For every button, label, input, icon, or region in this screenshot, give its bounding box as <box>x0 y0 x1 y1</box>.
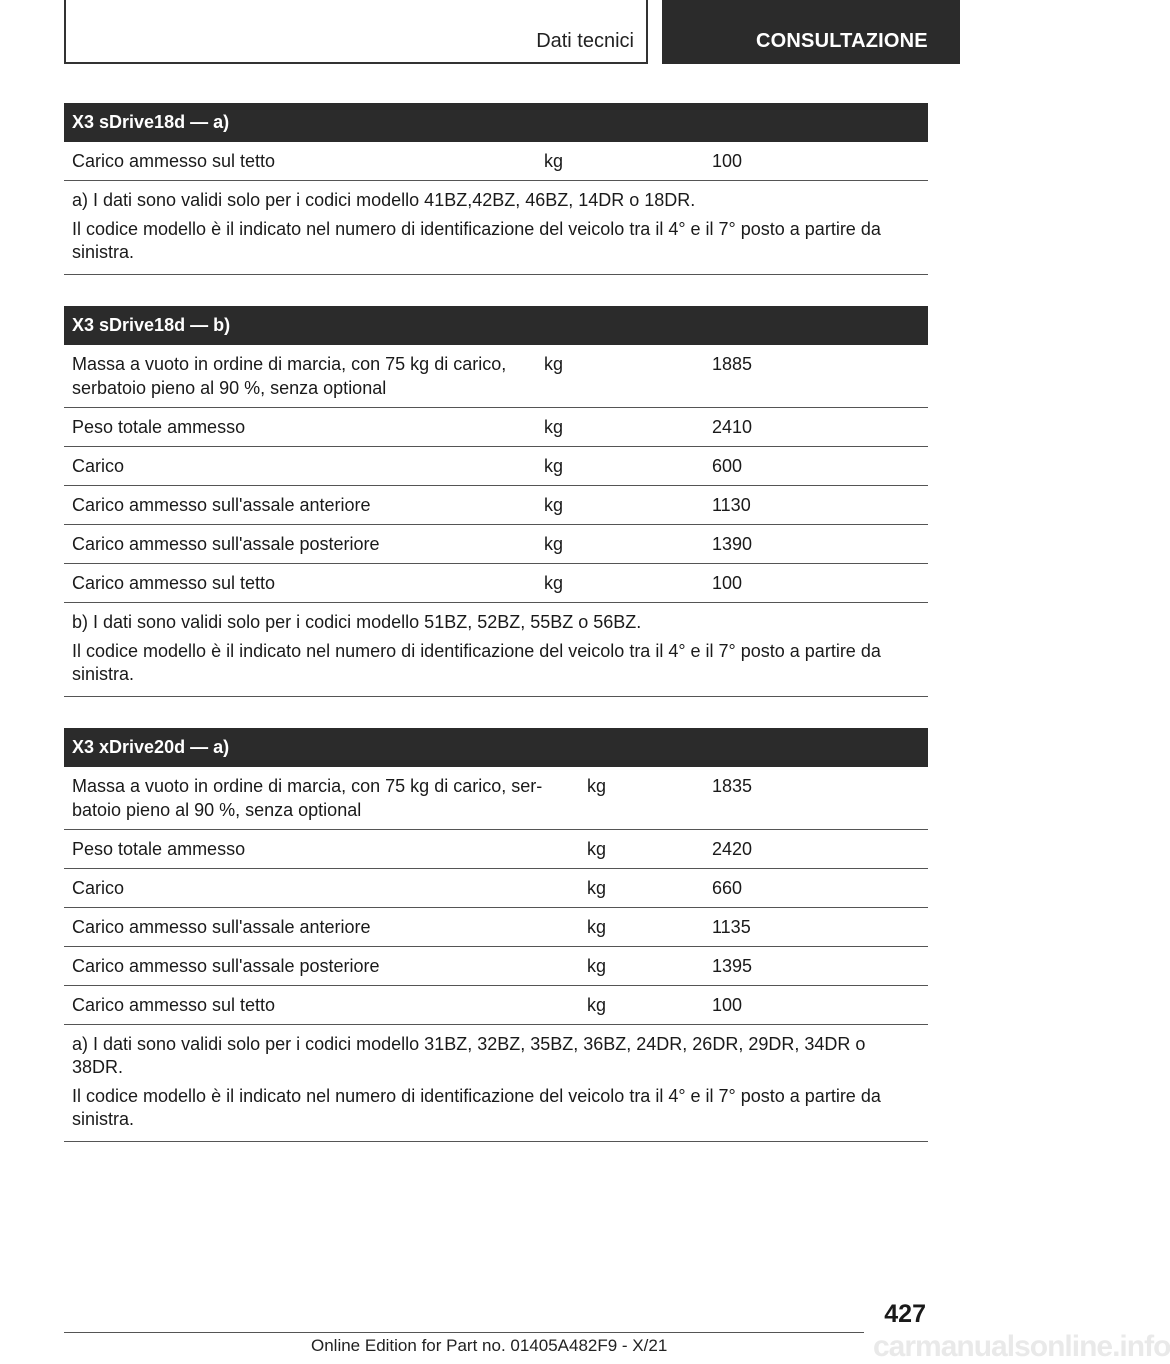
table-row <box>64 767 928 830</box>
row-value: 1390 <box>704 525 928 564</box>
row-value: 1135 <box>704 908 928 947</box>
footnote-text: a) I dati sono validi solo per i codici modello 41BZ,42BZ, 46BZ, 14DR o 18DR. <box>72 190 696 210</box>
spec-table <box>64 728 928 1142</box>
footnote-row <box>64 603 928 697</box>
table-row <box>64 564 928 603</box>
row-unit: kg <box>536 447 704 486</box>
row-label: Carico ammesso sul tetto <box>64 564 536 603</box>
row-value: 2410 <box>704 408 928 447</box>
header-section-tab <box>64 0 648 64</box>
row-label: Carico <box>64 447 536 486</box>
row-label: Carico ammesso sull'assale anteriore <box>64 486 536 525</box>
edition-note: Online Edition for Part no. 01405A482F9 - X/21 <box>311 1336 668 1355</box>
row-unit: kg <box>536 486 704 525</box>
row-label: Peso totale ammesso <box>64 408 536 447</box>
row-value: 600 <box>704 447 928 486</box>
table-title: X3 xDrive20d — a) <box>64 728 928 767</box>
row-label: Peso totale ammesso <box>64 830 579 869</box>
row-value: 1835 <box>704 767 928 830</box>
table-row <box>64 830 928 869</box>
row-unit: kg <box>536 408 704 447</box>
table-row <box>64 345 928 408</box>
table-row <box>64 525 928 564</box>
footnote-text: b) I dati sono validi solo per i codici modello 51BZ, 52BZ, 55BZ o 56BZ. <box>72 612 642 632</box>
footnote-text: a) I dati sono validi solo per i codici modello 31BZ, 32BZ, 35BZ, 36BZ, 24DR, 26DR, 29DR, 34DR o 38DR. <box>72 1034 866 1077</box>
table-title: X3 sDrive18d — b) <box>64 306 928 345</box>
spec-tables <box>64 103 928 1173</box>
page-number: 427 <box>884 1300 926 1328</box>
footnote <box>64 1025 928 1142</box>
row-value: 1885 <box>704 345 928 408</box>
row-unit: kg <box>536 142 704 181</box>
row-value: 100 <box>704 142 928 181</box>
row-value: 660 <box>704 869 928 908</box>
footnote-text: Il codice modello è il indicato nel numero di identificazione del veicolo tra il 4° e il 7° posto a partire da sinistra. <box>72 1086 881 1129</box>
table-row <box>64 486 928 525</box>
table-row <box>64 947 928 986</box>
row-label: Carico <box>64 869 579 908</box>
row-value: 1395 <box>704 947 928 986</box>
row-unit: kg <box>579 986 704 1025</box>
header-chapter-tab <box>662 0 960 64</box>
footnote-row <box>64 1025 928 1142</box>
row-label: Carico ammesso sull'assale posteriore <box>64 525 536 564</box>
footnote-text: Il codice modello è il indicato nel numero di identificazione del veicolo tra il 4° e il 7° posto a partire da sinistra. <box>72 641 881 684</box>
row-value: 2420 <box>704 830 928 869</box>
row-unit: kg <box>579 908 704 947</box>
row-unit: kg <box>536 345 704 408</box>
spec-table <box>64 306 928 697</box>
row-unit: kg <box>536 525 704 564</box>
spec-table <box>64 103 928 275</box>
row-label: Carico ammesso sul tetto <box>64 986 579 1025</box>
header-section-title: Dati tecnici <box>536 30 634 52</box>
footnote-row <box>64 181 928 275</box>
row-unit: kg <box>579 869 704 908</box>
row-unit: kg <box>536 564 704 603</box>
table-title: X3 sDrive18d — a) <box>64 103 928 142</box>
row-label: Carico ammesso sul tetto <box>64 142 536 181</box>
watermark-logo: carmanualsonline.info <box>873 1330 1170 1363</box>
row-unit: kg <box>579 947 704 986</box>
row-label: Massa a vuoto in ordine di marcia, con 75 kg di carico, serbatoio pieno al 90 %, senza optional <box>64 767 579 830</box>
row-unit: kg <box>579 767 704 830</box>
table-row <box>64 908 928 947</box>
row-value: 1130 <box>704 486 928 525</box>
row-label: Massa a vuoto in ordine di marcia, con 75 kg di carico, serbatoio pieno al 90 %, senza optional <box>64 345 536 408</box>
row-label: Carico ammesso sull'assale posteriore <box>64 947 579 986</box>
row-value: 100 <box>704 986 928 1025</box>
row-value: 100 <box>704 564 928 603</box>
table-row <box>64 142 928 181</box>
row-label: Carico ammesso sull'assale anteriore <box>64 908 579 947</box>
row-unit: kg <box>579 830 704 869</box>
footer-divider <box>64 1332 864 1333</box>
footnote <box>64 603 928 697</box>
footnote-text: Il codice modello è il indicato nel numero di identificazione del veicolo tra il 4° e il 7° posto a partire da sinistra. <box>72 219 881 262</box>
table-row <box>64 986 928 1025</box>
header-chapter-title: CONSULTAZIONE <box>756 30 928 52</box>
table-row <box>64 408 928 447</box>
table-row <box>64 447 928 486</box>
table-row <box>64 869 928 908</box>
footnote <box>64 181 928 275</box>
